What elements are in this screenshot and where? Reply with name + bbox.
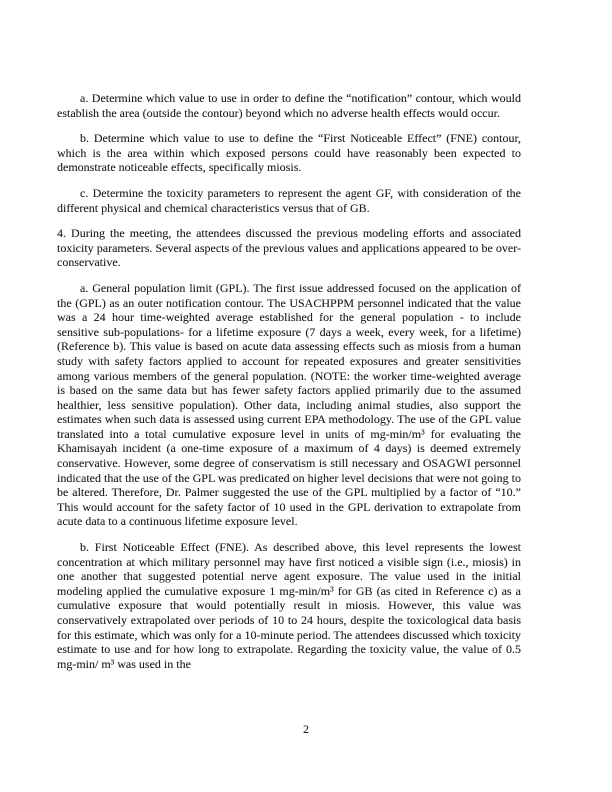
paragraph-meeting-discussion: 4. During the meeting, the attendees discussed the previous modeling efforts and associated toxicity parameters. Several aspects of the previous values and applications appeared to be over-conservative. [57, 226, 521, 270]
paragraph-general-population-limit: a. General population limit (GPL). The first issue addressed focused on the application of the (GPL) as an outer notification contour. The USACHPPM personnel indicated that the value was a 24 hour time-weighted average established for the general population - to include sensitive sub-populations- for a lifetime exposure (7 days a week, every week, for a lifetime) (Reference b). This value is based on acute data assessing effects such as miosis from a human study with safety factors applied to account for repeated exposures and greater sensitivities among various members of the general population. (NOTE: the worker time-weighted average is based on the same data but has fewer safety factors applied primarily due to the assumed healthier, less sensitive population). Other data, including animal studies, also support the estimates when such data is assessed using current EPA methodology. The use of the GPL value translated into a total cumulative exposure level in units of mg-min/m³ for evaluating the Khamisayah incident (a one-time exposure of a maximum of 4 days) is deemed extremely conservative. However, some degree of conservatism is still necessary and OSAGWI personnel indicated that the use of the GPL was predicated on higher level decisions that were not going to be altered. Therefore, Dr. Palmer suggested the use of the GPL multiplied by a factor of “10.” This would account for the safety factor of 10 used in the GPL derivation to extrapolate from acute data to a continuous lifetime exposure level. [57, 280, 521, 529]
page-number: 2 [303, 722, 309, 736]
paragraph-first-noticeable-effect: b. First Noticeable Effect (FNE). As described above, this level represents the lowest concentration at which military personnel may have first noticed a visible sign (i.e., miosis) in one another that suggested potential nerve agent exposure. The value used in the initial modeling applied the cumulative exposure 1 mg-min/m³ for GB (as cited in Reference c) as a cumulative exposure that would potentially result in miosis. However, this value was conservatively extrapolated over periods of 10 to 24 hours, despite the toxicological data basis for this estimate, which was only for a 10-minute period. The attendees discussed which toxicity estimate to use and for how long to extrapolate. Regarding the toxicity value, the value of 0.5 mg-min/ m³ was used in the [57, 540, 521, 671]
paragraph-fne-contour: b. Determine which value to use to define the “First Noticeable Effect” (FNE) contour, which is the area within which exposed persons could have reasonably been expected to demonstrate noticeable effects, specifically miosis. [57, 131, 521, 175]
paragraph-notification-contour: a. Determine which value to use in order to define the “notification” contour, which would establish the area (outside the contour) beyond which no adverse health effects would occur. [57, 91, 521, 120]
document-body [57, 91, 521, 682]
paragraph-toxicity-parameters: c. Determine the toxicity parameters to represent the agent GF, with consideration of the different physical and chemical characteristics versus that of GB. [57, 185, 521, 215]
